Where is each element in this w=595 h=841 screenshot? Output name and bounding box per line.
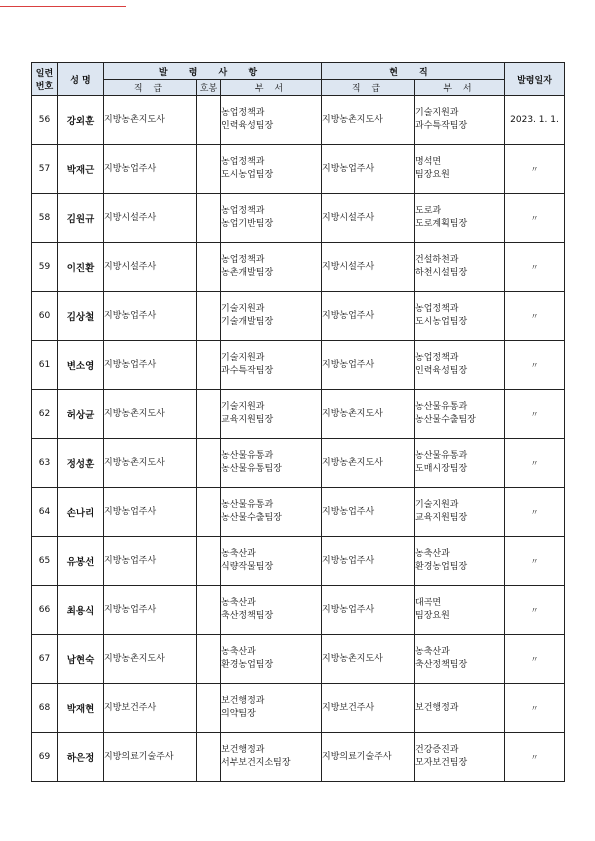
grade-number-cell [197,537,221,586]
department-cell-line: 서부보건지소팀장 [221,758,291,768]
appointment-date-cell: 〃 [505,684,565,733]
current-department-cell-line: 축산정책팀장 [415,660,468,670]
appointment-date-cell: 〃 [505,488,565,537]
table-row [32,292,565,341]
department-cell-line: 농축산과 [221,647,256,657]
current-department-cell-line: 교육지원팀장 [415,513,468,523]
department-cell-line: 인력육성팀장 [221,121,274,131]
current-department-cell-line: 대곡면 [415,598,442,608]
grade-number-cell [197,488,221,537]
grade-number-cell [197,145,221,194]
current-department-cell [415,292,505,341]
department-cell-line: 의약팀장 [221,709,256,719]
table-row [32,194,565,243]
rank-cell: 지방농업주사 [104,145,197,194]
grade-number-cell [197,292,221,341]
header-current-rank [322,80,415,96]
rank-cell: 지방농업주사 [104,292,197,341]
current-department-cell-line: 모자보건팀장 [415,758,468,768]
current-department-cell [415,488,505,537]
department-cell [221,635,322,684]
table-row [32,439,565,488]
header-seq-line1: 일련 [35,69,54,79]
rank-cell: 지방농업주사 [104,586,197,635]
current-department-cell [415,586,505,635]
table-body [32,96,565,782]
current-department-cell [415,390,505,439]
current-department-cell [415,635,505,684]
person-name-cell: 최용식 [58,586,104,635]
table-row [32,145,565,194]
department-cell [221,586,322,635]
table-row [32,635,565,684]
seq-number-cell: 63 [32,439,58,488]
appointment-date-cell: 〃 [505,292,565,341]
department-cell [221,341,322,390]
table-row [32,96,565,145]
rank-cell: 지방농촌지도사 [104,390,197,439]
current-department-cell-line: 기술지원과 [415,500,459,510]
current-department-cell-line: 도시농업팀장 [415,317,468,327]
header-current-rank-label: 직 급 [351,84,385,94]
person-name-cell: 강외훈 [58,96,104,145]
rank-cell: 지방농업주사 [104,341,197,390]
person-name-cell: 남현숙 [58,635,104,684]
department-cell-line: 기술개발팀장 [221,317,274,327]
rank-cell: 지방농촌지도사 [104,96,197,145]
current-rank-cell: 지방농업주사 [322,292,415,341]
current-department-cell [415,439,505,488]
header-current-position [322,63,505,80]
table-row [32,488,565,537]
header-seq-line2: 번호 [35,82,54,92]
grade-number-cell [197,390,221,439]
department-cell-line: 기술지원과 [221,304,265,314]
seq-number-cell: 62 [32,390,58,439]
appointment-date-cell: 〃 [505,194,565,243]
header-current-department [415,80,505,96]
department-cell-line: 기술지원과 [221,353,265,363]
personnel-appointment-table [31,62,565,782]
department-cell [221,537,322,586]
grade-number-cell [197,96,221,145]
top-accent-line [0,6,126,7]
current-rank-cell: 지방농업주사 [322,145,415,194]
department-cell-line: 식량작물팀장 [221,562,274,572]
current-department-cell-line: 하천시설팀장 [415,268,468,278]
grade-number-cell [197,733,221,782]
department-cell-line: 보건행정과 [221,696,265,706]
person-name-cell: 박재근 [58,145,104,194]
grade-number-cell [197,439,221,488]
person-name-cell: 손나리 [58,488,104,537]
department-cell-line: 보건행정과 [221,745,265,755]
department-cell-line: 농산물유통팀장 [221,464,282,474]
header-name: 성 명 [58,63,104,96]
department-cell-line: 축산정책팀장 [221,611,274,621]
department-cell-line: 농업정책과 [221,206,265,216]
rank-cell: 지방농촌지도사 [104,635,197,684]
current-rank-cell: 지방의료기술주사 [322,733,415,782]
current-department-cell-line: 농축산과 [415,647,450,657]
person-name-cell: 유봉선 [58,537,104,586]
rank-cell: 지방농업주사 [104,488,197,537]
current-department-cell-line: 농축산과 [415,549,450,559]
rank-cell: 지방농촌지도사 [104,439,197,488]
current-department-cell-line: 인력육성팀장 [415,366,468,376]
appointment-date-cell: 〃 [505,635,565,684]
header-current-label: 현 직 [389,67,437,78]
seq-number-cell: 65 [32,537,58,586]
department-cell-line: 농산물수출팀장 [221,513,282,523]
department-cell-line: 농업기반팀장 [221,219,274,229]
current-department-cell-line: 농산물유통과 [415,451,468,461]
current-department-cell-line: 농산물유통과 [415,402,468,412]
seq-number-cell: 59 [32,243,58,292]
current-rank-cell: 지방농촌지도사 [322,439,415,488]
department-cell-line: 환경농업팀장 [221,660,274,670]
person-name-cell: 이진환 [58,243,104,292]
rank-cell: 지방의료기술주사 [104,733,197,782]
table-row [32,586,565,635]
table-row [32,684,565,733]
person-name-cell: 김상철 [58,292,104,341]
current-department-cell-line: 과수특작팀장 [415,121,468,131]
current-department-cell-line: 농산물수출팀장 [415,415,476,425]
department-cell-line: 농업정책과 [221,108,265,118]
current-department-cell [415,243,505,292]
current-department-cell-line: 농업정책과 [415,353,459,363]
current-rank-cell: 지방농업주사 [322,586,415,635]
appointment-date-cell: 〃 [505,243,565,292]
header-department [221,80,322,96]
current-department-cell [415,341,505,390]
department-cell-line: 교육지원팀장 [221,415,274,425]
current-rank-cell: 지방농촌지도사 [322,635,415,684]
table-row [32,537,565,586]
header-rank [104,80,197,96]
current-department-cell [415,96,505,145]
department-cell [221,96,322,145]
seq-number-cell: 57 [32,145,58,194]
header-seq-number [32,63,58,96]
table-row [32,243,565,292]
grade-number-cell [197,635,221,684]
header-appointment [104,63,322,80]
rank-cell: 지방보건주사 [104,684,197,733]
current-rank-cell: 지방농업주사 [322,488,415,537]
seq-number-cell: 60 [32,292,58,341]
department-cell-line: 농축산과 [221,549,256,559]
current-department-cell [415,684,505,733]
header-grade-number: 호봉 [197,80,221,96]
department-cell-line: 농촌개발팀장 [221,268,274,278]
department-cell-line: 기술지원과 [221,402,265,412]
department-cell-line: 농산물유통과 [221,500,274,510]
table-row [32,390,565,439]
grade-number-cell [197,243,221,292]
person-name-cell: 하은정 [58,733,104,782]
department-cell [221,488,322,537]
seq-number-cell: 68 [32,684,58,733]
seq-number-cell: 64 [32,488,58,537]
department-cell [221,390,322,439]
department-cell [221,292,322,341]
person-name-cell: 정성훈 [58,439,104,488]
rank-cell: 지방농업주사 [104,537,197,586]
header-appointment-label: 발 령 사 항 [158,67,267,78]
table-row [32,341,565,390]
header-appointment-date: 발령일자 [505,63,565,96]
header-row-top [32,63,565,80]
person-name-cell: 박재현 [58,684,104,733]
header-department-label: 부 서 [254,84,288,94]
appointment-date-cell: 〃 [505,537,565,586]
department-cell [221,194,322,243]
current-rank-cell: 지방시설주사 [322,243,415,292]
appointment-date-cell: 2023. 1. 1. [505,96,565,145]
current-rank-cell: 지방보건주사 [322,684,415,733]
current-department-cell [415,194,505,243]
seq-number-cell: 58 [32,194,58,243]
current-department-cell-line: 건강증진과 [415,745,459,755]
appointment-date-cell: 〃 [505,145,565,194]
header-row-sub [32,80,565,96]
current-department-cell [415,733,505,782]
department-cell [221,684,322,733]
department-cell [221,439,322,488]
grade-number-cell [197,341,221,390]
current-department-cell-line: 팀장요원 [415,170,450,180]
table-row [32,733,565,782]
grade-number-cell [197,586,221,635]
current-department-cell-line: 명석면 [415,157,442,167]
department-cell-line: 과수특작팀장 [221,366,274,376]
grade-number-cell [197,684,221,733]
seq-number-cell: 61 [32,341,58,390]
current-department-cell-line: 보건행정과 [415,702,459,713]
department-cell [221,145,322,194]
department-cell-line: 농산물유통과 [221,451,274,461]
current-rank-cell: 지방농업주사 [322,341,415,390]
current-department-cell [415,537,505,586]
rank-cell: 지방시설주사 [104,194,197,243]
department-cell-line: 농업정책과 [221,255,265,265]
header-rank-label: 직 급 [133,84,167,94]
department-cell [221,733,322,782]
current-rank-cell: 지방시설주사 [322,194,415,243]
person-name-cell: 김원규 [58,194,104,243]
person-name-cell: 변소영 [58,341,104,390]
rank-cell: 지방시설주사 [104,243,197,292]
seq-number-cell: 67 [32,635,58,684]
appointment-date-cell: 〃 [505,341,565,390]
appointment-date-cell: 〃 [505,439,565,488]
current-department-cell-line: 환경농업팀장 [415,562,468,572]
grade-number-cell [197,194,221,243]
current-rank-cell: 지방농업주사 [322,537,415,586]
current-department-cell-line: 팀장요원 [415,611,450,621]
current-department-cell-line: 도로과 [415,206,442,216]
appointment-date-cell: 〃 [505,390,565,439]
seq-number-cell: 66 [32,586,58,635]
current-rank-cell: 지방농촌지도사 [322,390,415,439]
current-department-cell-line: 기술지원과 [415,108,459,118]
header-current-department-label: 부 서 [443,84,476,94]
current-department-cell-line: 도로계획팀장 [415,219,468,229]
person-name-cell: 허상균 [58,390,104,439]
seq-number-cell: 69 [32,733,58,782]
current-department-cell-line: 농업정책과 [415,304,459,314]
appointment-date-cell: 〃 [505,733,565,782]
current-department-cell-line: 도매시장팀장 [415,464,468,474]
department-cell-line: 도시농업팀장 [221,170,274,180]
current-department-cell [415,145,505,194]
department-cell-line: 농업정책과 [221,157,265,167]
seq-number-cell: 56 [32,96,58,145]
department-cell-line: 농축산과 [221,598,256,608]
current-rank-cell: 지방농촌지도사 [322,96,415,145]
current-department-cell-line: 건설하천과 [415,255,459,265]
appointment-date-cell: 〃 [505,586,565,635]
department-cell [221,243,322,292]
